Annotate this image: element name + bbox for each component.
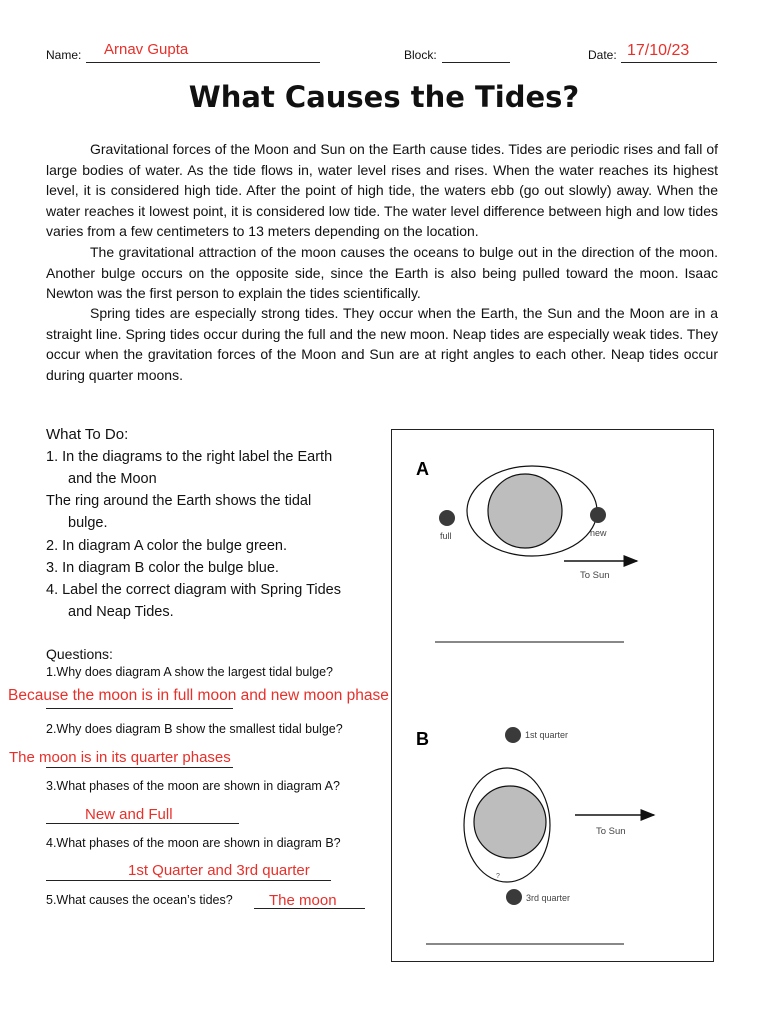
- answer-4-line: [46, 880, 331, 881]
- what-to-do-heading: What To Do:: [46, 426, 129, 443]
- questions-heading: Questions:: [46, 646, 113, 662]
- diagram-b-stray-mark: ?: [496, 873, 500, 880]
- diagram-box: [391, 429, 714, 962]
- todo-line-1: 1. In the diagrams to the right label the Earth: [46, 449, 333, 465]
- block-label: Block:: [404, 48, 437, 62]
- tides-diagrams: [392, 430, 713, 961]
- answer-1[interactable]: Because the moon is in full moon and new moon phase: [8, 687, 389, 704]
- answer-1-line: [46, 708, 233, 709]
- diagram-b-first-quarter-label: 1st quarter: [525, 730, 569, 740]
- answer-2[interactable]: The moon is in its quarter phases: [9, 749, 231, 766]
- answer-5[interactable]: The moon: [269, 892, 337, 909]
- answer-3-line: [46, 823, 239, 824]
- date-label: Date:: [588, 48, 617, 62]
- diagram-a-new-label: new: [590, 528, 607, 538]
- date-line: [621, 62, 717, 63]
- diagram-a-label: A: [416, 459, 429, 479]
- intro-paragraph-1: Gravitational forces of the Moon and Sun on the Earth cause tides. Tides are periodic rises and fall of large bodies of water. As the tide flows in, water level rises and rises. When the water reaches its highest level, it is considered high tide. After the point of high tide, the waters ebb (go out slowly) away. When the water reaches it lowest point, it is considered low tide. The water level difference between high and low tides varies from a few centimeters to 13 meters depending on the location.: [46, 141, 718, 239]
- todo-line-3: The ring around the Earth shows the tidal: [46, 493, 312, 509]
- todo-line-5: 2. In diagram A color the bulge green.: [46, 538, 288, 554]
- diagram-a-new-moon: [590, 507, 606, 523]
- name-value[interactable]: Arnav Gupta: [104, 41, 189, 58]
- diagram-b-third-quarter-moon: [506, 889, 522, 905]
- question-2: 2.Why does diagram B show the smallest tidal bulge?: [46, 722, 343, 736]
- name-label: Name:: [46, 48, 82, 62]
- date-value[interactable]: 17/10/23: [627, 42, 690, 59]
- answer-2-line: [46, 767, 233, 768]
- todo-line-6: 3. In diagram B color the bulge blue.: [46, 560, 279, 576]
- diagram-a-earth[interactable]: [488, 474, 562, 548]
- question-1: 1.Why does diagram A show the largest tidal bulge?: [46, 665, 333, 679]
- diagram-b-earth[interactable]: [474, 786, 546, 858]
- diagram-b-first-quarter-moon: [505, 727, 521, 743]
- block-line[interactable]: [442, 62, 510, 63]
- todo-line-2: and the Moon: [68, 471, 157, 487]
- diagram-a-full-label: full: [440, 531, 452, 541]
- intro-paragraph-2: The gravitational attraction of the moon causes the oceans to bulge out in the direction of the moon. Another bulge occurs on the opposite side, since the Earth is also being pulled toward the moon. Isaac Newton was the first person to explain the tides scientifically.: [46, 244, 718, 301]
- page-title: What Causes the Tides?: [188, 80, 580, 114]
- todo-line-4: bulge.: [68, 515, 108, 531]
- answer-3[interactable]: New and Full: [85, 806, 173, 823]
- diagram-b-label: B: [416, 729, 429, 749]
- diagram-b-third-quarter-label: 3rd quarter: [526, 893, 571, 903]
- todo-line-8: and Neap Tides.: [68, 604, 174, 620]
- diagram-a-sun-label: To Sun: [580, 570, 610, 581]
- diagram-b-sun-label: To Sun: [596, 826, 626, 837]
- question-5: 5.What causes the ocean’s tides?: [46, 893, 233, 907]
- diagram-a-full-moon: [439, 510, 455, 526]
- question-3: 3.What phases of the moon are shown in diagram A?: [46, 779, 340, 793]
- intro-paragraph-3: Spring tides are especially strong tides. They occur when the Earth, the Sun and the Moon are in a straight line. Spring tides occur during the full and the new moon. Neap tides are especially weak tides. They occur when the gravitation forces of the Moon and Sun are at right angles to each other. Neap tides occur during quarter moons.: [46, 305, 718, 383]
- question-4: 4.What phases of the moon are shown in diagram B?: [46, 836, 341, 850]
- todo-line-7: 4. Label the correct diagram with Spring Tides: [46, 582, 341, 598]
- name-line: [86, 62, 320, 63]
- answer-4[interactable]: 1st Quarter and 3rd quarter: [128, 862, 310, 879]
